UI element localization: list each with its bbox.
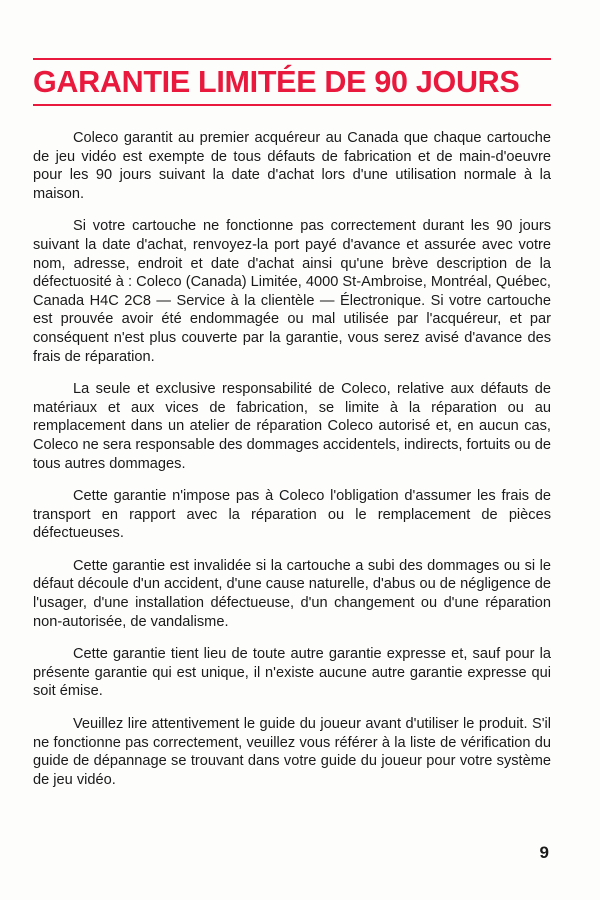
- paragraph-read-guide: Veuillez lire attentivement le guide du joueur avant d'utiliser le produit. S'il ne fonctionne pas correctement, veuillez vous référer à la liste de vérification du guide de dépannage se trouvant dans votre guide du joueur pour votre système de jeu vidéo.: [33, 716, 551, 788]
- page-number: 9: [539, 843, 549, 862]
- paragraph-invalidation: Cette garantie est invalidée si la cartouche a subi des dommages ou si le défaut découle d'un accident, d'une cause naturelle, d'abus ou de négligence de l'usager, d'une installation défectueuse, d'un changement ou d'une réparation non-autorisée, de vandalisme.: [33, 557, 551, 630]
- paragraph-liability: La seule et exclusive responsabilité de Coleco, relative aux défauts de matériaux et aux vices de fabrication, se limite à la réparation ou au remplacement dans un atelier de réparation Coleco autorisé et, en aucun cas, Coleco ne sera responsable des dommages accidentels, indirects, fortuits ou de tous autres dommages.: [33, 381, 551, 472]
- paragraph-exclusive-warranty: Cette garantie tient lieu de toute autre garantie expresse et, sauf pour la présente garantie qui est unique, il n'existe aucune autre garantie expresse qui soit émise.: [33, 646, 551, 700]
- heading-block: [33, 58, 551, 106]
- paragraph-return-instructions: Si votre cartouche ne fonctionne pas correctement durant les 90 jours suivant la date d'achat, renvoyez-la port payé d'avance et assurée avec votre nom, adresse, endroit et date d'achat ainsi qu'une brève description de la défectuosité à : Coleco (Canada) Limitée, 4000 St-Ambroise, Montréal, Québec, Canada H4C 2C8 — Service à la clientèle — Électronique. Si votre cartouche est prouvée avoir été endommagée ou mal utilisée par l'acquéreur, et par conséquent n'est plus couverte par la garantie, vous serez avisé d'avance des frais de réparation.: [33, 218, 551, 365]
- paragraph-purchaser-warranty: Coleco garantit au premier acquéreur au Canada que chaque cartouche de jeu vidéo est exempte de tous défauts de fabrication et de main-d'oeuvre pour les 90 jours suivant la date d'achat lors d'une utilisation normale à la maison.: [33, 130, 551, 202]
- bottom-rule: [33, 104, 551, 106]
- paragraph-transport-costs: Cette garantie n'impose pas à Coleco l'obligation d'assumer les frais de transport en rapport avec la réparation ou le remplacement de pièces défectueuses.: [33, 488, 551, 542]
- warranty-body: [33, 129, 551, 803]
- page-title: GARANTIE LIMITÉE DE 90 JOURS: [33, 65, 520, 99]
- top-rule: [33, 58, 551, 60]
